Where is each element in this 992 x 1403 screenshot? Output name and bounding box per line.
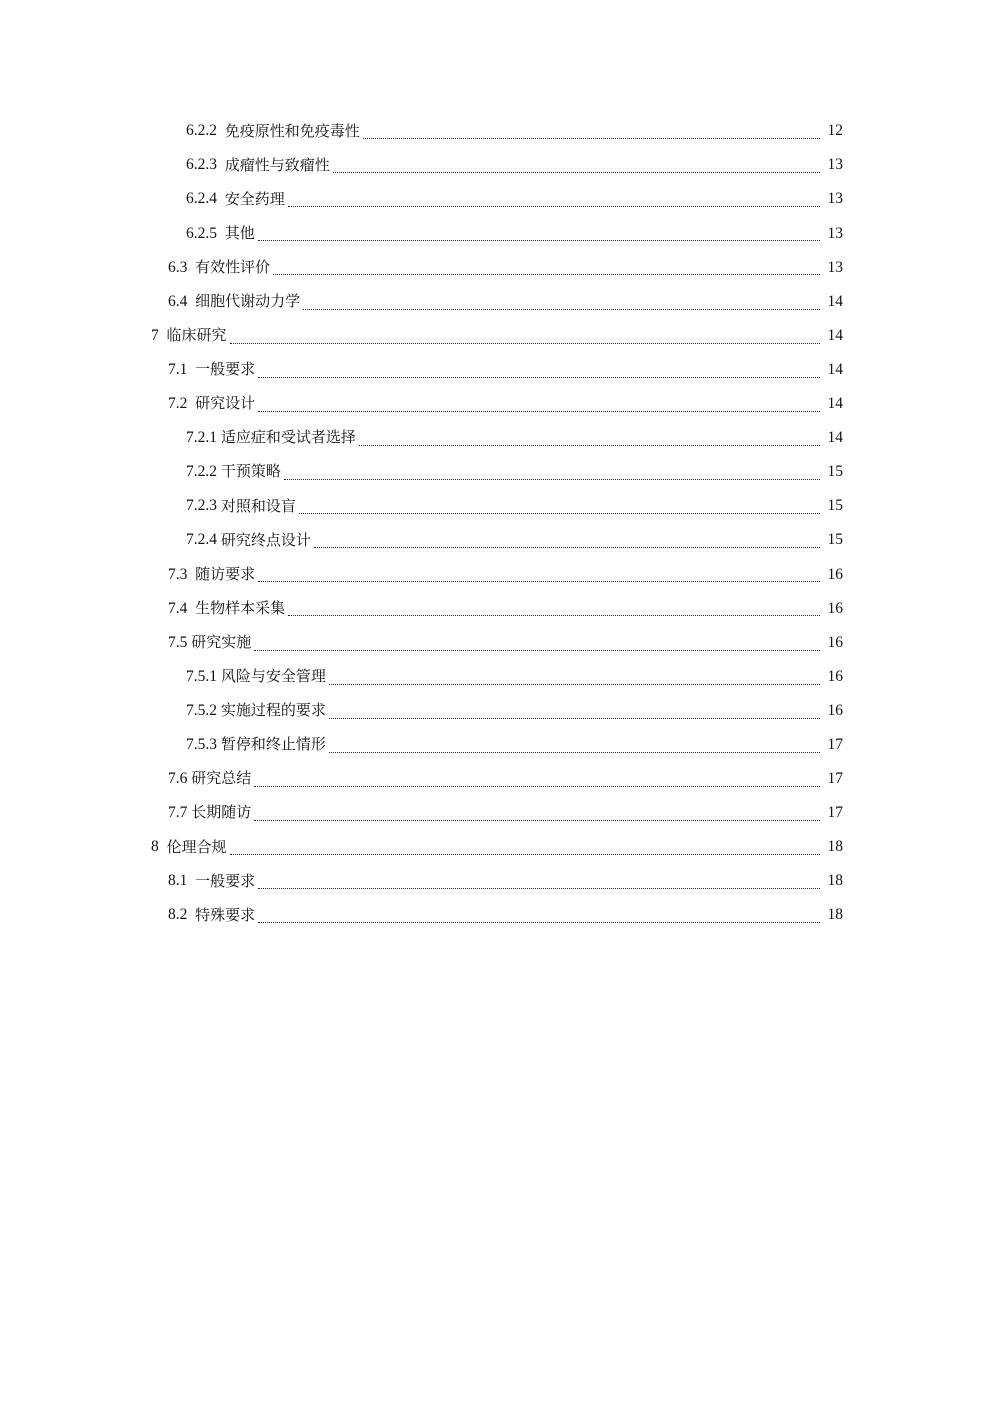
toc-entry-number: 8.1 [168,872,196,890]
dot-leader [363,138,820,139]
toc-entry-title: 特殊要求 [195,905,256,924]
toc-entry-title: 研究总结 [191,769,252,788]
toc-entry-title: 其他 [224,223,255,242]
toc-entry-page-number: 17 [827,770,843,788]
dot-leader [258,377,820,378]
toc-entry-page-number: 15 [827,531,843,549]
toc-entry[interactable] [0,216,992,250]
toc-entry-title: 临床研究 [166,326,227,345]
toc-entry-page-number: 17 [827,804,843,822]
toc-entry-page-number: 12 [827,122,843,140]
toc-entry[interactable] [0,489,992,523]
toc-entry[interactable] [0,591,992,625]
toc-entry-number: 6.3 [168,258,196,276]
toc-entry[interactable] [0,250,992,284]
toc-entry-title: 细胞代谢动力学 [195,292,301,311]
dot-leader [329,684,820,685]
toc-entry-title: 生物样本采集 [195,598,286,617]
dot-leader [329,718,820,719]
toc-entry[interactable] [0,625,992,659]
dot-leader [230,854,820,855]
dot-leader [303,309,820,310]
toc-entry-title: 暂停和终止情形 [220,735,326,754]
dot-leader [288,615,820,616]
toc-entry-page-number: 15 [827,497,843,515]
toc-entry-number: 7.5 [168,633,192,651]
toc-entry[interactable] [0,319,992,353]
dot-leader [254,650,820,651]
toc-entry-page-number: 18 [827,838,843,856]
toc-entry-number: 7.6 [168,770,192,788]
toc-entry[interactable] [0,455,992,489]
toc-entry[interactable] [0,796,992,830]
toc-entry-title: 研究终点设计 [220,530,311,549]
toc-entry-title: 长期随访 [191,803,252,822]
toc-entry-title: 一般要求 [195,871,256,890]
dot-leader [258,240,820,241]
toc-entry-page-number: 13 [827,258,843,276]
toc-entry[interactable] [0,114,992,148]
toc-entry-number: 7.5.1 [186,667,221,685]
toc-entry[interactable] [0,898,992,932]
dot-leader [288,206,820,207]
toc-entry-number: 7.2.1 [186,429,221,447]
toc-entry[interactable] [0,421,992,455]
toc-entry-number: 8.2 [168,906,196,924]
toc-entry[interactable] [0,523,992,557]
toc-entry-number: 7.2 [168,395,196,413]
dot-leader [329,752,820,753]
toc-entry-page-number: 14 [827,395,843,413]
toc-entry-title: 实施过程的要求 [220,701,326,720]
toc-entry-title: 研究设计 [195,394,256,413]
dot-leader [258,581,820,582]
toc-entry-title: 有效性评价 [195,257,271,276]
toc-entry-title: 适应症和受试者选择 [220,428,356,447]
toc-entry[interactable] [0,557,992,591]
toc-entry[interactable] [0,660,992,694]
dot-leader [359,445,820,446]
toc-entry[interactable] [0,864,992,898]
toc-entry[interactable] [0,728,992,762]
toc-entry-page-number: 14 [827,326,843,344]
toc-entry-page-number: 18 [827,906,843,924]
toc-entry-title: 安全药理 [224,189,285,208]
toc-entry-page-number: 16 [827,701,843,719]
toc-entry-number: 7.2.4 [186,531,221,549]
toc-entry[interactable] [0,182,992,216]
toc-entry-title: 风险与安全管理 [220,667,326,686]
toc-entry-title: 随访要求 [195,564,256,583]
dot-leader [254,786,820,787]
toc-entry-page-number: 14 [827,292,843,310]
toc-entry-number: 7.2.3 [186,497,221,515]
toc-entry[interactable] [0,284,992,318]
toc-entry-number: 7.4 [168,599,196,617]
toc-entry-title: 一般要求 [195,360,256,379]
toc-entry-number: 7.2.2 [186,463,221,481]
toc-entry[interactable] [0,694,992,728]
toc-entry-title: 成瘤性与致瘤性 [224,155,330,174]
toc-entry[interactable] [0,830,992,864]
toc-entry[interactable] [0,387,992,421]
toc-entry-page-number: 16 [827,667,843,685]
dot-leader [258,888,820,889]
dot-leader [258,922,820,923]
toc-entry-number: 7.1 [168,360,196,378]
toc-entry-page-number: 13 [827,224,843,242]
toc-entry-page-number: 18 [827,872,843,890]
toc-entry-title: 研究实施 [191,632,252,651]
toc-entry[interactable] [0,762,992,796]
dot-leader [273,274,820,275]
toc-entry-number: 7.3 [168,565,196,583]
toc-entry-title: 干预策略 [220,462,281,481]
toc-entry-number: 6.2.3 [186,156,225,174]
toc-entry-title: 免疫原性和免疫毒性 [224,121,360,140]
dot-leader [314,547,820,548]
dot-leader [258,411,820,412]
toc-entry-number: 7.5.2 [186,701,221,719]
toc-entry-page-number: 15 [827,463,843,481]
toc-entry-number: 7.5.3 [186,735,221,753]
dot-leader [333,172,820,173]
toc-entry-number: 7.7 [168,804,192,822]
dot-leader [230,343,820,344]
toc-entry-number: 6.4 [168,292,196,310]
dot-leader [299,513,820,514]
toc-entry-page-number: 16 [827,633,843,651]
toc-entry-page-number: 16 [827,599,843,617]
toc-entry-title: 对照和设盲 [220,496,296,515]
table-of-contents [0,114,992,932]
toc-entry-page-number: 14 [827,429,843,447]
toc-entry-number: 8 [151,838,167,856]
toc-entry[interactable] [0,353,992,387]
toc-entry[interactable] [0,148,992,182]
toc-entry-number: 6.2.5 [186,224,225,242]
toc-entry-page-number: 13 [827,190,843,208]
dot-leader [254,820,820,821]
dot-leader [284,479,820,480]
toc-entry-page-number: 14 [827,360,843,378]
toc-entry-number: 7 [151,326,167,344]
toc-entry-number: 6.2.2 [186,122,225,140]
toc-entry-number: 6.2.4 [186,190,225,208]
toc-entry-page-number: 17 [827,735,843,753]
toc-entry-title: 伦理合规 [166,837,227,856]
toc-entry-page-number: 13 [827,156,843,174]
toc-entry-page-number: 16 [827,565,843,583]
